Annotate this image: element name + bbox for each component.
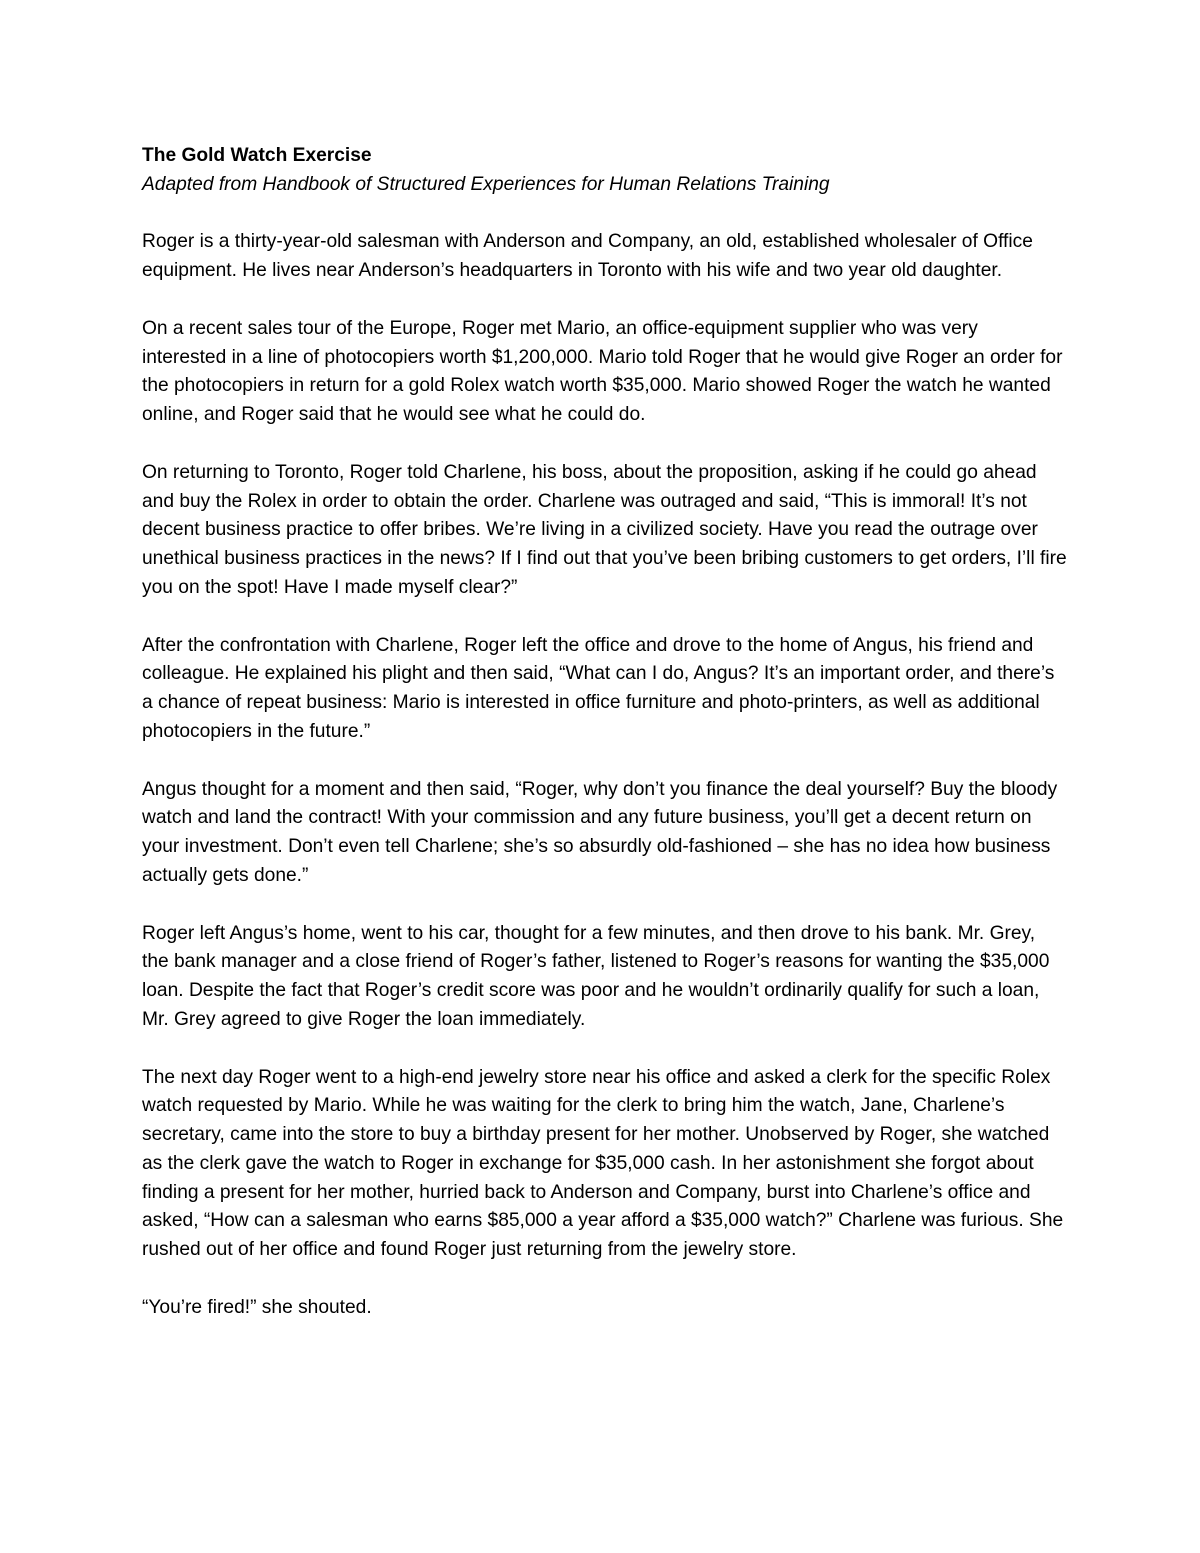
paragraph-3: On returning to Toronto, Roger told Charlene, his boss, about the proposition, asking if he could go ahead and buy the Rolex in order to obtain the order. Charlene was outraged and said, “This is immoral! It’s not decent business practice to offer bribes. We’re living in a civilized society. Have you read the outrage over unethical business practices in the news? If I find out that you’ve been bribing customers to get orders, I’ll fire you on the spot! Have I made myself clear?” <box>142 461 1067 598</box>
paragraph-6: Roger left Angus’s home, went to his car, thought for a few minutes, and then drove to his bank. Mr. Grey, the bank manager and a close friend of Roger’s father, listened to Roger’s reasons for wanting the $35,000 loan. Despite the fact that Roger’s credit score was poor and he wouldn’t ordinarily qualify for such a loan, Mr. Grey agreed to give Roger the loan immediately. <box>142 922 1050 1030</box>
document-title: The Gold Watch Exercise <box>142 145 372 166</box>
paragraph-4: After the confrontation with Charlene, Roger left the office and drove to the home of Angus, his friend and colleague. He explained his plight and then said, “What can I do, Angus? It’s an important order, and there’s a chance of repeat business: Mario is interested in office furniture and photo-printers, as well as additional photocopiers in the future.” <box>142 634 1055 742</box>
paragraph-7: The next day Roger went to a high-end jewelry store near his office and asked a clerk for the specific Rolex watch requested by Mario. While he was waiting for the clerk to bring him the watch, Jane, Charlene’s secretary, came into the store to buy a birthday present for her mother. Unobserved by Roger, she watched as the clerk gave the watch to Roger in exchange for $35,000 cash. In her astonishment she forgot about finding a present for her mother, hurried back to Anderson and Company, burst into Charlene’s office and asked, “How can a salesman who earns $85,000 a year afford a $35,000 watch?” Charlene was furious. She rushed out of her office and found Roger just returning from the jewelry store. <box>142 1066 1064 1261</box>
paragraph-2: On a recent sales tour of the Europe, Roger met Mario, an office-equipment supplier who was very interested in a line of photocopiers worth $1,200,000. Mario told Roger that he would give Roger an order for the photocopiers in return for a gold Rolex watch worth $35,000. Mario showed Roger the watch he wanted online, and Roger said that he would see what he could do. <box>142 317 1063 426</box>
document-subtitle: Adapted from Handbook of Structured Experiences for Human Relations Training <box>142 173 830 195</box>
paragraph-5: Angus thought for a moment and then said, “Roger, why don’t you finance the deal yourself? Buy the bloody watch and land the contract! With your commission and any future business, you’ll get a decent return on your investment. Don’t even tell Charlene; she’s so absurdly old-fashioned – she has no idea how business actually gets done.” <box>142 778 1058 886</box>
paragraph-1: Roger is a thirty-year-old salesman with Anderson and Company, an old, established wholesaler of Office equipment. He lives near Anderson’s headquarters in Toronto with his wife and two year old daughter. <box>142 231 1033 282</box>
paragraph-8: “You’re fired!” she shouted. <box>142 1296 372 1318</box>
document-page <box>142 142 1067 1323</box>
